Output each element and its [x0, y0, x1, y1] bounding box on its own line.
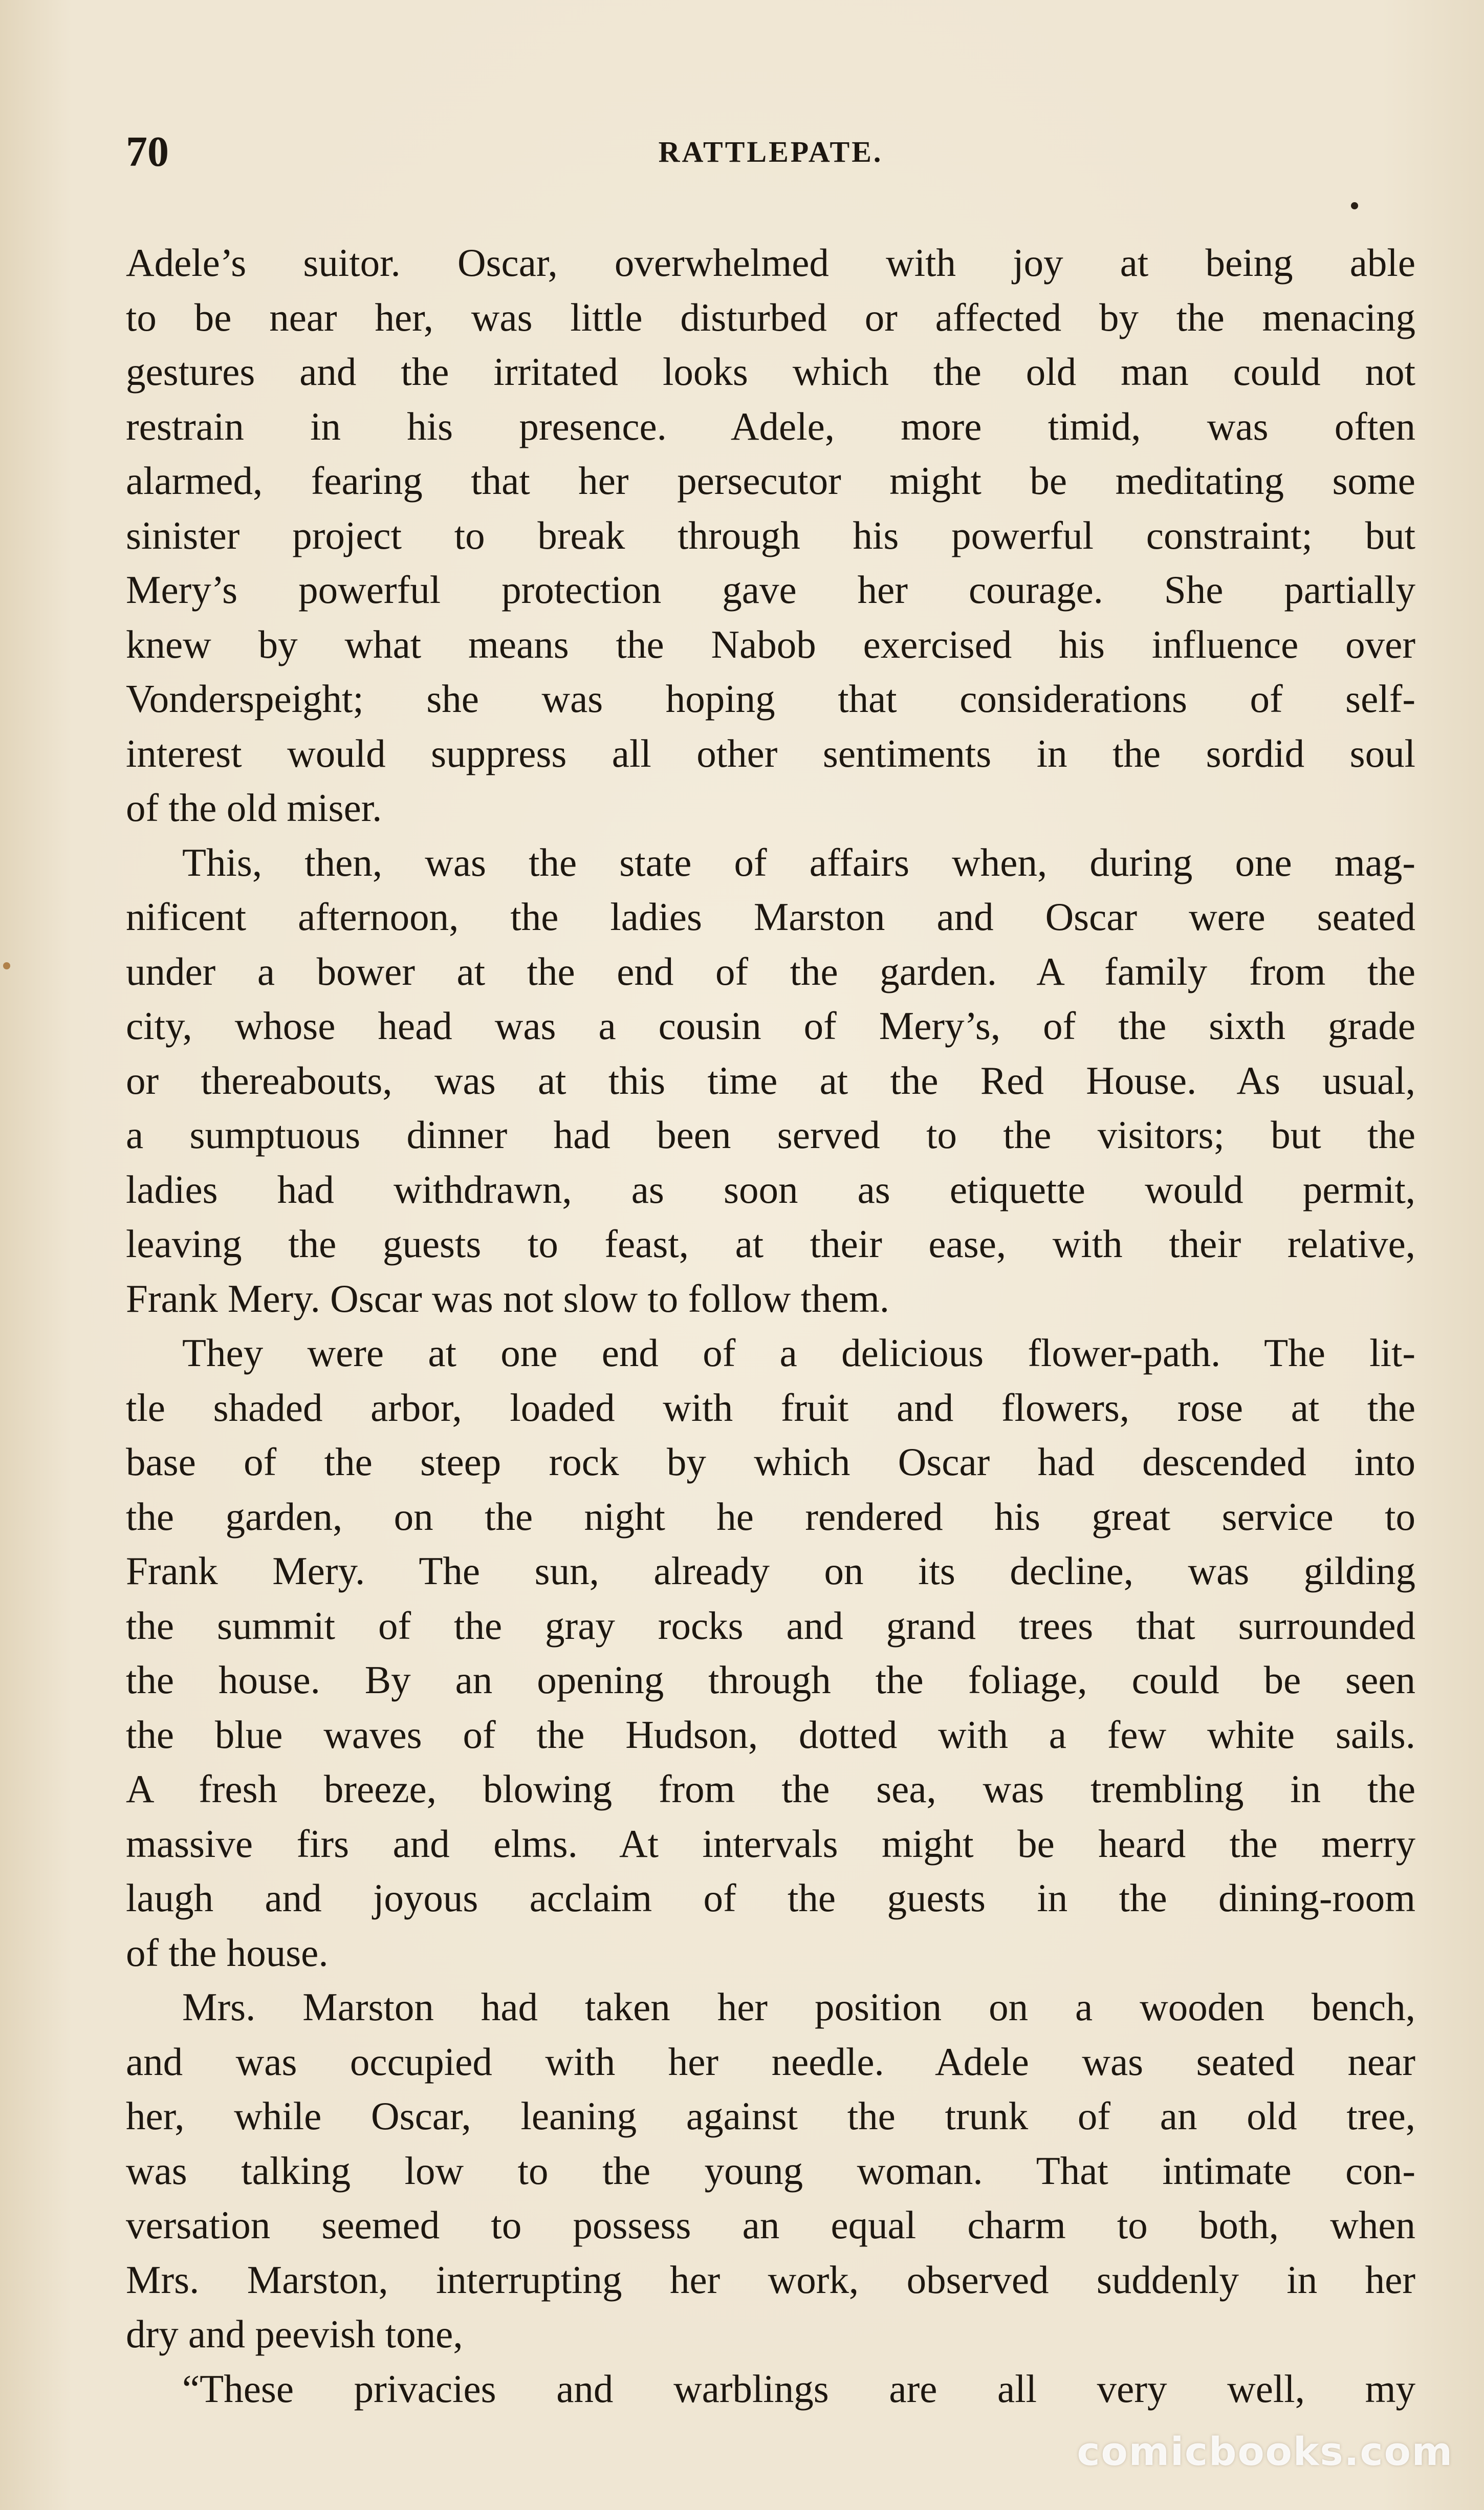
text-line: interest would suppress all other sentiments in the sordid soul — [126, 731, 1415, 775]
body-text — [126, 235, 1415, 2416]
text-line: the house. By an opening through the foliage, could be seen — [126, 1658, 1415, 1702]
text-line: Mery’s powerful protection gave her courage. She partially — [126, 568, 1415, 612]
text-line: tle shaded arbor, loaded with fruit and flowers, rose at the — [126, 1385, 1415, 1430]
text-line: her, while Oscar, leaning against the trunk of an old tree, — [126, 2094, 1415, 2138]
text-line: versation seemed to possess an equal charm to both, when — [126, 2203, 1415, 2247]
running-head: RATTLEPATE. — [658, 135, 883, 168]
text-line: nificent afternoon, the ladies Marston and Oscar were seated — [126, 895, 1415, 939]
text-line: Vonderspeight; she was hoping that considerations of self- — [126, 677, 1415, 721]
text-line: the summit of the gray rocks and grand trees that surrounded — [126, 1603, 1415, 1648]
text-line: the blue waves of the Hudson, dotted with a few white sails. — [126, 1712, 1415, 1757]
text-line: under a bower at the end of the garden. A family from the — [126, 949, 1415, 993]
paragraph-end-line: of the old miser. — [126, 786, 382, 830]
paragraph-start-line: “These privacies and warblings are all very well, my — [182, 2366, 1415, 2411]
text-line: base of the steep rock by which Oscar had descended into — [126, 1440, 1415, 1484]
text-line: was talking low to the young woman. That intimate con- — [126, 2148, 1415, 2193]
text-line: restrain in his presence. Adele, more timid, was often — [126, 404, 1415, 448]
paragraph-start-line: Mrs. Marston had taken her position on a wooden bench, — [182, 1985, 1415, 2029]
paragraph-end-line: dry and peevish tone, — [126, 2312, 463, 2356]
text-line: ladies had withdrawn, as soon as etiquette would permit, — [126, 1167, 1415, 1211]
text-line: alarmed, fearing that her persecutor might be meditating some — [126, 459, 1415, 503]
page-header — [126, 119, 1415, 185]
text-line: the garden, on the night he rendered his great service to — [126, 1494, 1415, 1539]
text-line: leaving the guests to feast, at their ease, with their relative, — [126, 1222, 1415, 1266]
paragraph-end-line: of the house. — [126, 1930, 329, 1975]
paragraph-start-line: They were at one end of a delicious flower-path. The lit- — [182, 1331, 1415, 1375]
text-line: Frank Mery. The sun, already on its decline, was gilding — [126, 1549, 1415, 1593]
page-number: 70 — [126, 128, 169, 176]
text-line: to be near her, was little disturbed or affected by the menacing — [126, 295, 1415, 339]
ink-speck — [1351, 202, 1358, 209]
text-line: Adele’s suitor. Oscar, overwhelmed with joy at being able — [126, 241, 1415, 285]
text-line: and was occupied with her needle. Adele was seated near — [126, 2039, 1415, 2084]
text-line: Mrs. Marston, interrupting her work, observed suddenly in her — [126, 2257, 1415, 2302]
paragraph-start-line: This, then, was the state of affairs when, during one mag- — [182, 840, 1415, 884]
text-line: knew by what means the Nabob exercised his influence over — [126, 622, 1415, 666]
ink-speck — [3, 962, 10, 969]
text-line: city, whose head was a cousin of Mery’s, of the sixth grade — [126, 1004, 1415, 1048]
paragraph-end-line: Frank Mery. Oscar was not slow to follow them. — [126, 1276, 889, 1321]
text-line: A fresh breeze, blowing from the sea, was trembling in the — [126, 1767, 1415, 1811]
text-line: laugh and joyous acclaim of the guests in the dining-room — [126, 1876, 1415, 1920]
text-line: a sumptuous dinner had been served to the visitors; but the — [126, 1113, 1415, 1157]
text-line: or thereabouts, was at this time at the Red House. As usual, — [126, 1058, 1415, 1102]
text-line: massive firs and elms. At intervals might be heard the merry — [126, 1821, 1415, 1866]
text-line: sinister project to break through his powerful constraint; but — [126, 513, 1415, 557]
text-line: gestures and the irritated looks which the old man could not — [126, 350, 1415, 394]
watermark: comicbooks.com — [1077, 2429, 1453, 2474]
